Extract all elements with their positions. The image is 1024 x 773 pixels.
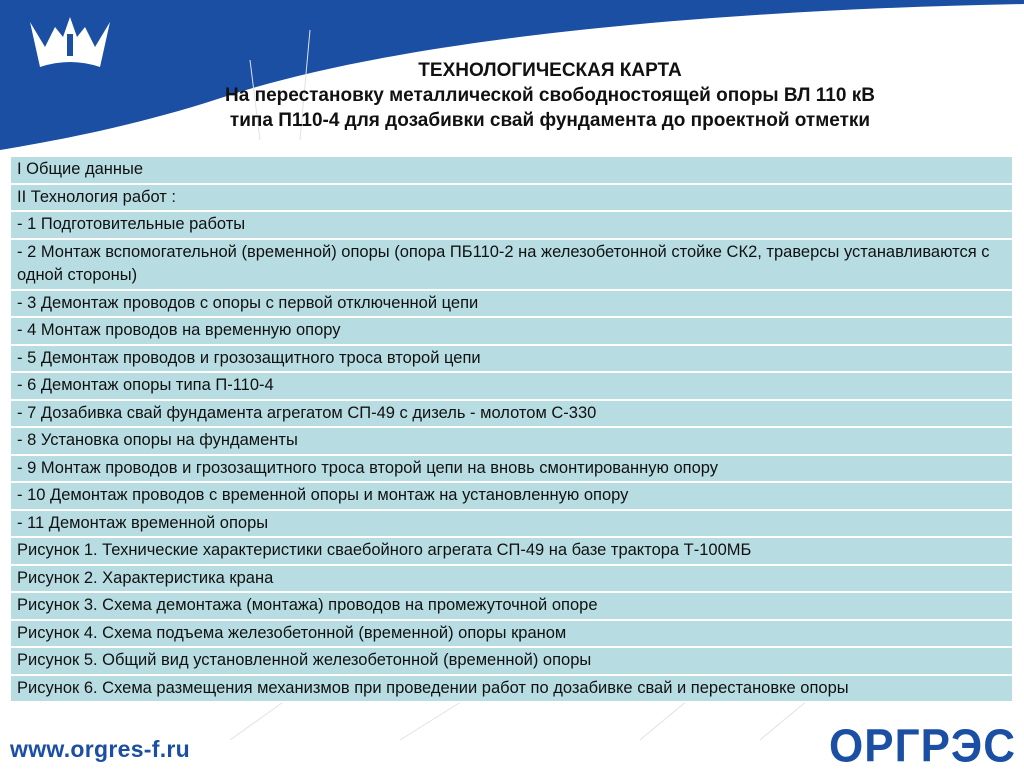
orgres-crown-logo (25, 12, 115, 84)
table-row: II Технология работ : (11, 185, 1012, 213)
table-row: - 7 Дозабивка свай фундамента агрегатом СП-49 с дизель - молотом С-330 (11, 401, 1012, 429)
title-line-2: На перестановку металлической свободностоящей опоры ВЛ 110 кВ (225, 85, 875, 106)
table-row: Рисунок 1. Технические характеристики сваебойного агрегата СП-49 на базе трактора Т-100МБ (11, 538, 1012, 566)
table-row: Рисунок 2. Характеристика крана (11, 566, 1012, 594)
table-row: Рисунок 3. Схема демонтажа (монтажа) проводов на промежуточной опоре (11, 593, 1012, 621)
table-row: - 3 Демонтаж проводов с опоры с первой отключенной цепи (11, 291, 1012, 319)
table-row: - 4 Монтаж проводов на временную опору (11, 318, 1012, 346)
table-row: - 2 Монтаж вспомогательной (временной) опоры (опора ПБ110-2 на железобетонной стойке СК2, траверсы устанавливаются с одной стороны) (11, 240, 1012, 291)
table-row: - 5 Демонтаж проводов и грозозащитного троса второй цепи (11, 346, 1012, 374)
table-row: Рисунок 5. Общий вид установленной железобетонной (временной) опоры (11, 648, 1012, 676)
table-row: Рисунок 4. Схема подъема железобетонной (временной) опоры краном (11, 621, 1012, 649)
table-row: - 10 Демонтаж проводов с временной опоры и монтаж на установленную опору (11, 483, 1012, 511)
table-row: I Общие данные (11, 157, 1012, 185)
orgres-brand-logo: ОРГРЭС (829, 720, 1016, 773)
table-row: - 6 Демонтаж опоры типа П-110-4 (11, 373, 1012, 401)
table-row: - 11 Демонтаж временной опоры (11, 511, 1012, 539)
table-row: Рисунок 6. Схема размещения механизмов при проведении работ по дозабивке свай и перестановке опоры (11, 676, 1012, 704)
table-row: - 8 Установка опоры на фундаменты (11, 428, 1012, 456)
website-link[interactable]: www.orgres-f.ru (10, 736, 190, 762)
title-line-1: ТЕХНОЛОГИЧЕСКАЯ КАРТА (418, 60, 682, 81)
title-line-3: типа П110-4 для дозабивки свай фундамента до проектной отметки (229, 110, 871, 131)
table-row: - 9 Монтаж проводов и грозозащитного троса второй цепи на вновь смонтированную опору (11, 456, 1012, 484)
table-row: - 1 Подготовительные работы (11, 212, 1012, 240)
contents-table (11, 157, 1012, 703)
page-title (150, 58, 950, 133)
